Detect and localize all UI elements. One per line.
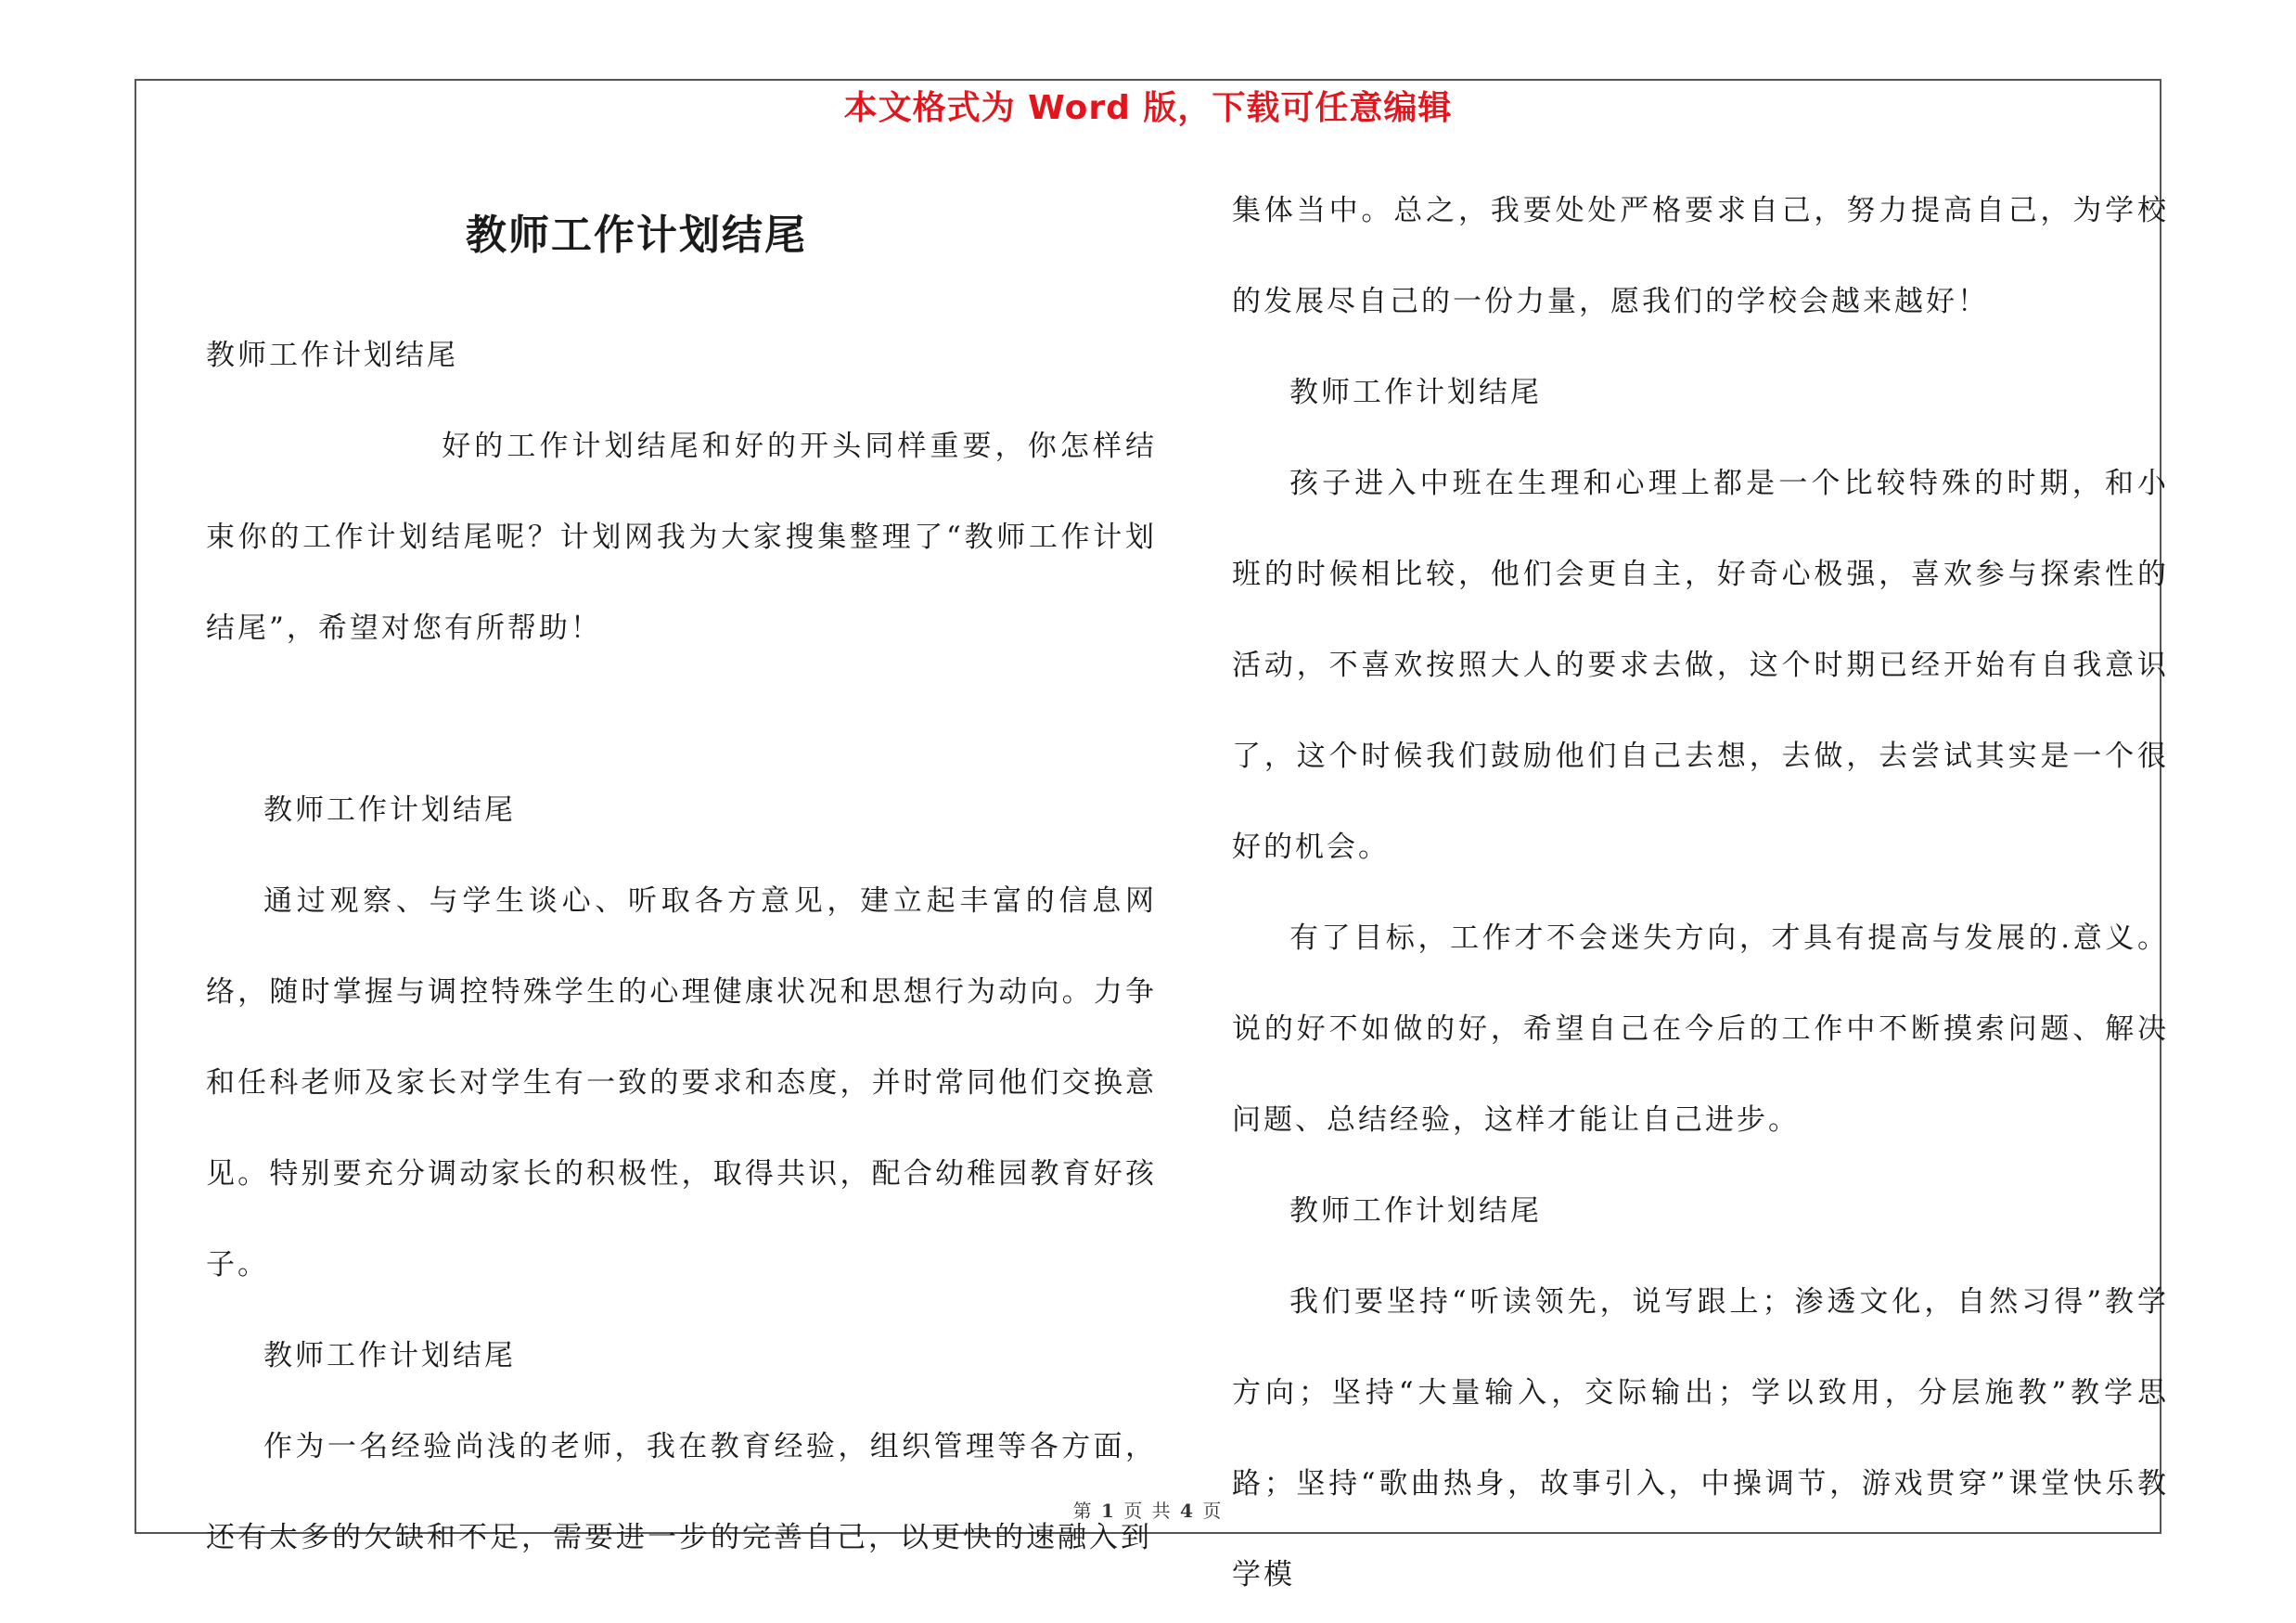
right-column	[1232, 165, 2169, 1620]
document-title: 教师工作计划结尾	[466, 212, 807, 259]
body-paragraph: 通过观察、与学生谈心、听取各方意见，建立起丰富的信息网络，随时掌握与调控特殊学生的心理健康状况和思想行为动向。力争和任科老师及家长对学生有一致的要求和态度，并时常同他们交换意见。特别要充分调动家长的积极性，取得共识，配合幼稚园教育好孩子。	[206, 884, 1157, 1282]
footer-prefix: 第	[1072, 1500, 1094, 1522]
page-footer	[0, 1496, 2296, 1523]
section-heading: 教师工作计划结尾	[263, 1339, 516, 1372]
intro-paragraph: 好的工作计划结尾和好的开头同样重要，你怎样结束你的工作计划结尾呢？计划网我为大家搜集整理了“教师工作计划结尾”，希望对您有所帮助！	[206, 430, 1157, 645]
footer-suffix: 页	[1202, 1500, 1224, 1522]
body-paragraph: 孩子进入中班在生理和心理上都是一个比较特殊的时期，和小班的时候相比较，他们会更自主，好奇心极强，喜欢参与探索性的活动，不喜欢按照大人的要求去做，这个时期已经开始有自我意识了，这个时候我们鼓励他们自己去想，去做，去尝试其实是一个很好的机会。	[1232, 467, 2169, 864]
format-banner: 本文格式为 Word 版，下载可任意编辑	[843, 89, 1453, 127]
body-paragraph-continued: 集体当中。总之，我要处处严格要求自己，努力提高自己，为学校的发展尽自己的一份力量，愿我们的学校会越来越好！	[1232, 194, 2169, 318]
current-page-number: 1	[1101, 1500, 1116, 1522]
paragraph-gap	[206, 674, 1157, 765]
body-paragraph: 我们要坚持“听读领先，说写跟上；渗透文化，自然习得”教学方向；坚持“大量输入，交际输出；学以致用，分层施教”教学思路；坚持“歌曲热身，故事引入，中操调节，游戏贯穿”课堂快乐教学模	[1232, 1285, 2169, 1591]
body-paragraph: 作为一名经验尚浅的老师，我在教育经验，组织管理等各方面，还有太多的欠缺和不足，需要进一步的完善自己，以更快的速融入到	[206, 1430, 1157, 1554]
total-page-count: 4	[1180, 1500, 1195, 1522]
subtitle-heading: 教师工作计划结尾	[206, 339, 458, 372]
section-heading: 教师工作计划结尾	[263, 793, 516, 827]
footer-middle: 页 共	[1123, 1500, 1173, 1522]
left-column	[206, 171, 1157, 1583]
body-paragraph: 有了目标，工作才不会迷失方向，才具有提高与发展的.意义。说的好不如做的好，希望自己在今后的工作中不断摸索问题、解决问题、总结经验，这样才能让自己进步。	[1232, 921, 2169, 1137]
section-heading: 教师工作计划结尾	[1289, 376, 1542, 409]
section-heading: 教师工作计划结尾	[1289, 1194, 1542, 1228]
